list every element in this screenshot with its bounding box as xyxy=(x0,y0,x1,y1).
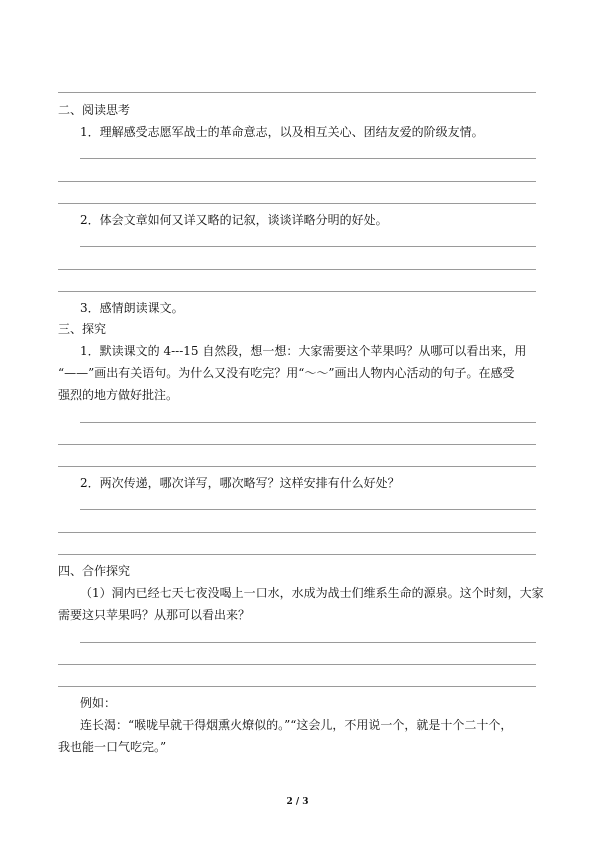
answer-line xyxy=(58,181,536,182)
question-3-1-line-3: 强烈的地方做好批注。 xyxy=(58,388,179,402)
question-3-2: 2．两次传递，哪次详写，哪次略写？这样安排有什么好处？ xyxy=(80,476,400,490)
question-4-1-line-2: 需要这只苹果吗？从那可以看出来？ xyxy=(58,608,251,622)
answer-line xyxy=(58,466,536,467)
example-line-2: 我也能一口气吃完。” xyxy=(58,740,167,754)
answer-line xyxy=(58,664,536,665)
answer-line xyxy=(58,686,536,687)
answer-line xyxy=(80,246,536,247)
answer-line xyxy=(80,422,536,423)
question-3-1-line-2: “——”画出有关语句。为什么又没有吃完？用“～～”画出人物内心活动的句子。在感受 xyxy=(58,366,515,380)
question-4-1-line-1: （1）洞内已经七天七夜没喝上一口水，水成为战士们维系生命的源泉。这个时刻，大家 xyxy=(80,586,544,600)
example-label: 例如： xyxy=(80,696,117,710)
question-2-3: 3．感情朗读课文。 xyxy=(80,301,184,315)
section-4-title: 四、合作探究 xyxy=(58,564,131,578)
answer-line xyxy=(58,269,536,270)
example-line-1: 连长渴：“喉咙早就干得烟熏火燎似的。”“这会儿，不用说一个，就是十个二十个， xyxy=(80,718,513,732)
answer-line xyxy=(58,532,536,533)
question-2-2: 2．体会文章如何又详又略的记叙，谈谈详略分明的好处。 xyxy=(80,213,388,227)
answer-line xyxy=(58,291,536,292)
section-3-title: 三、探究 xyxy=(58,322,107,336)
answer-line xyxy=(58,554,536,555)
question-2-1: 1．理解感受志愿军战士的革命意志，以及相互关心、团结友爱的阶级友情。 xyxy=(80,125,484,139)
question-3-1-line-1: 1．默读课文的 4---15 自然段，想一想：大家需要这个苹果吗？从哪可以看出来，用 xyxy=(80,344,527,358)
answer-line xyxy=(58,203,536,204)
answer-line xyxy=(80,158,536,159)
answer-line xyxy=(58,92,536,93)
answer-line xyxy=(58,444,536,445)
answer-line xyxy=(80,642,536,643)
page-number: 2 / 3 xyxy=(286,797,309,807)
section-2-title: 二、阅读思考 xyxy=(58,103,131,117)
answer-line xyxy=(80,509,536,510)
